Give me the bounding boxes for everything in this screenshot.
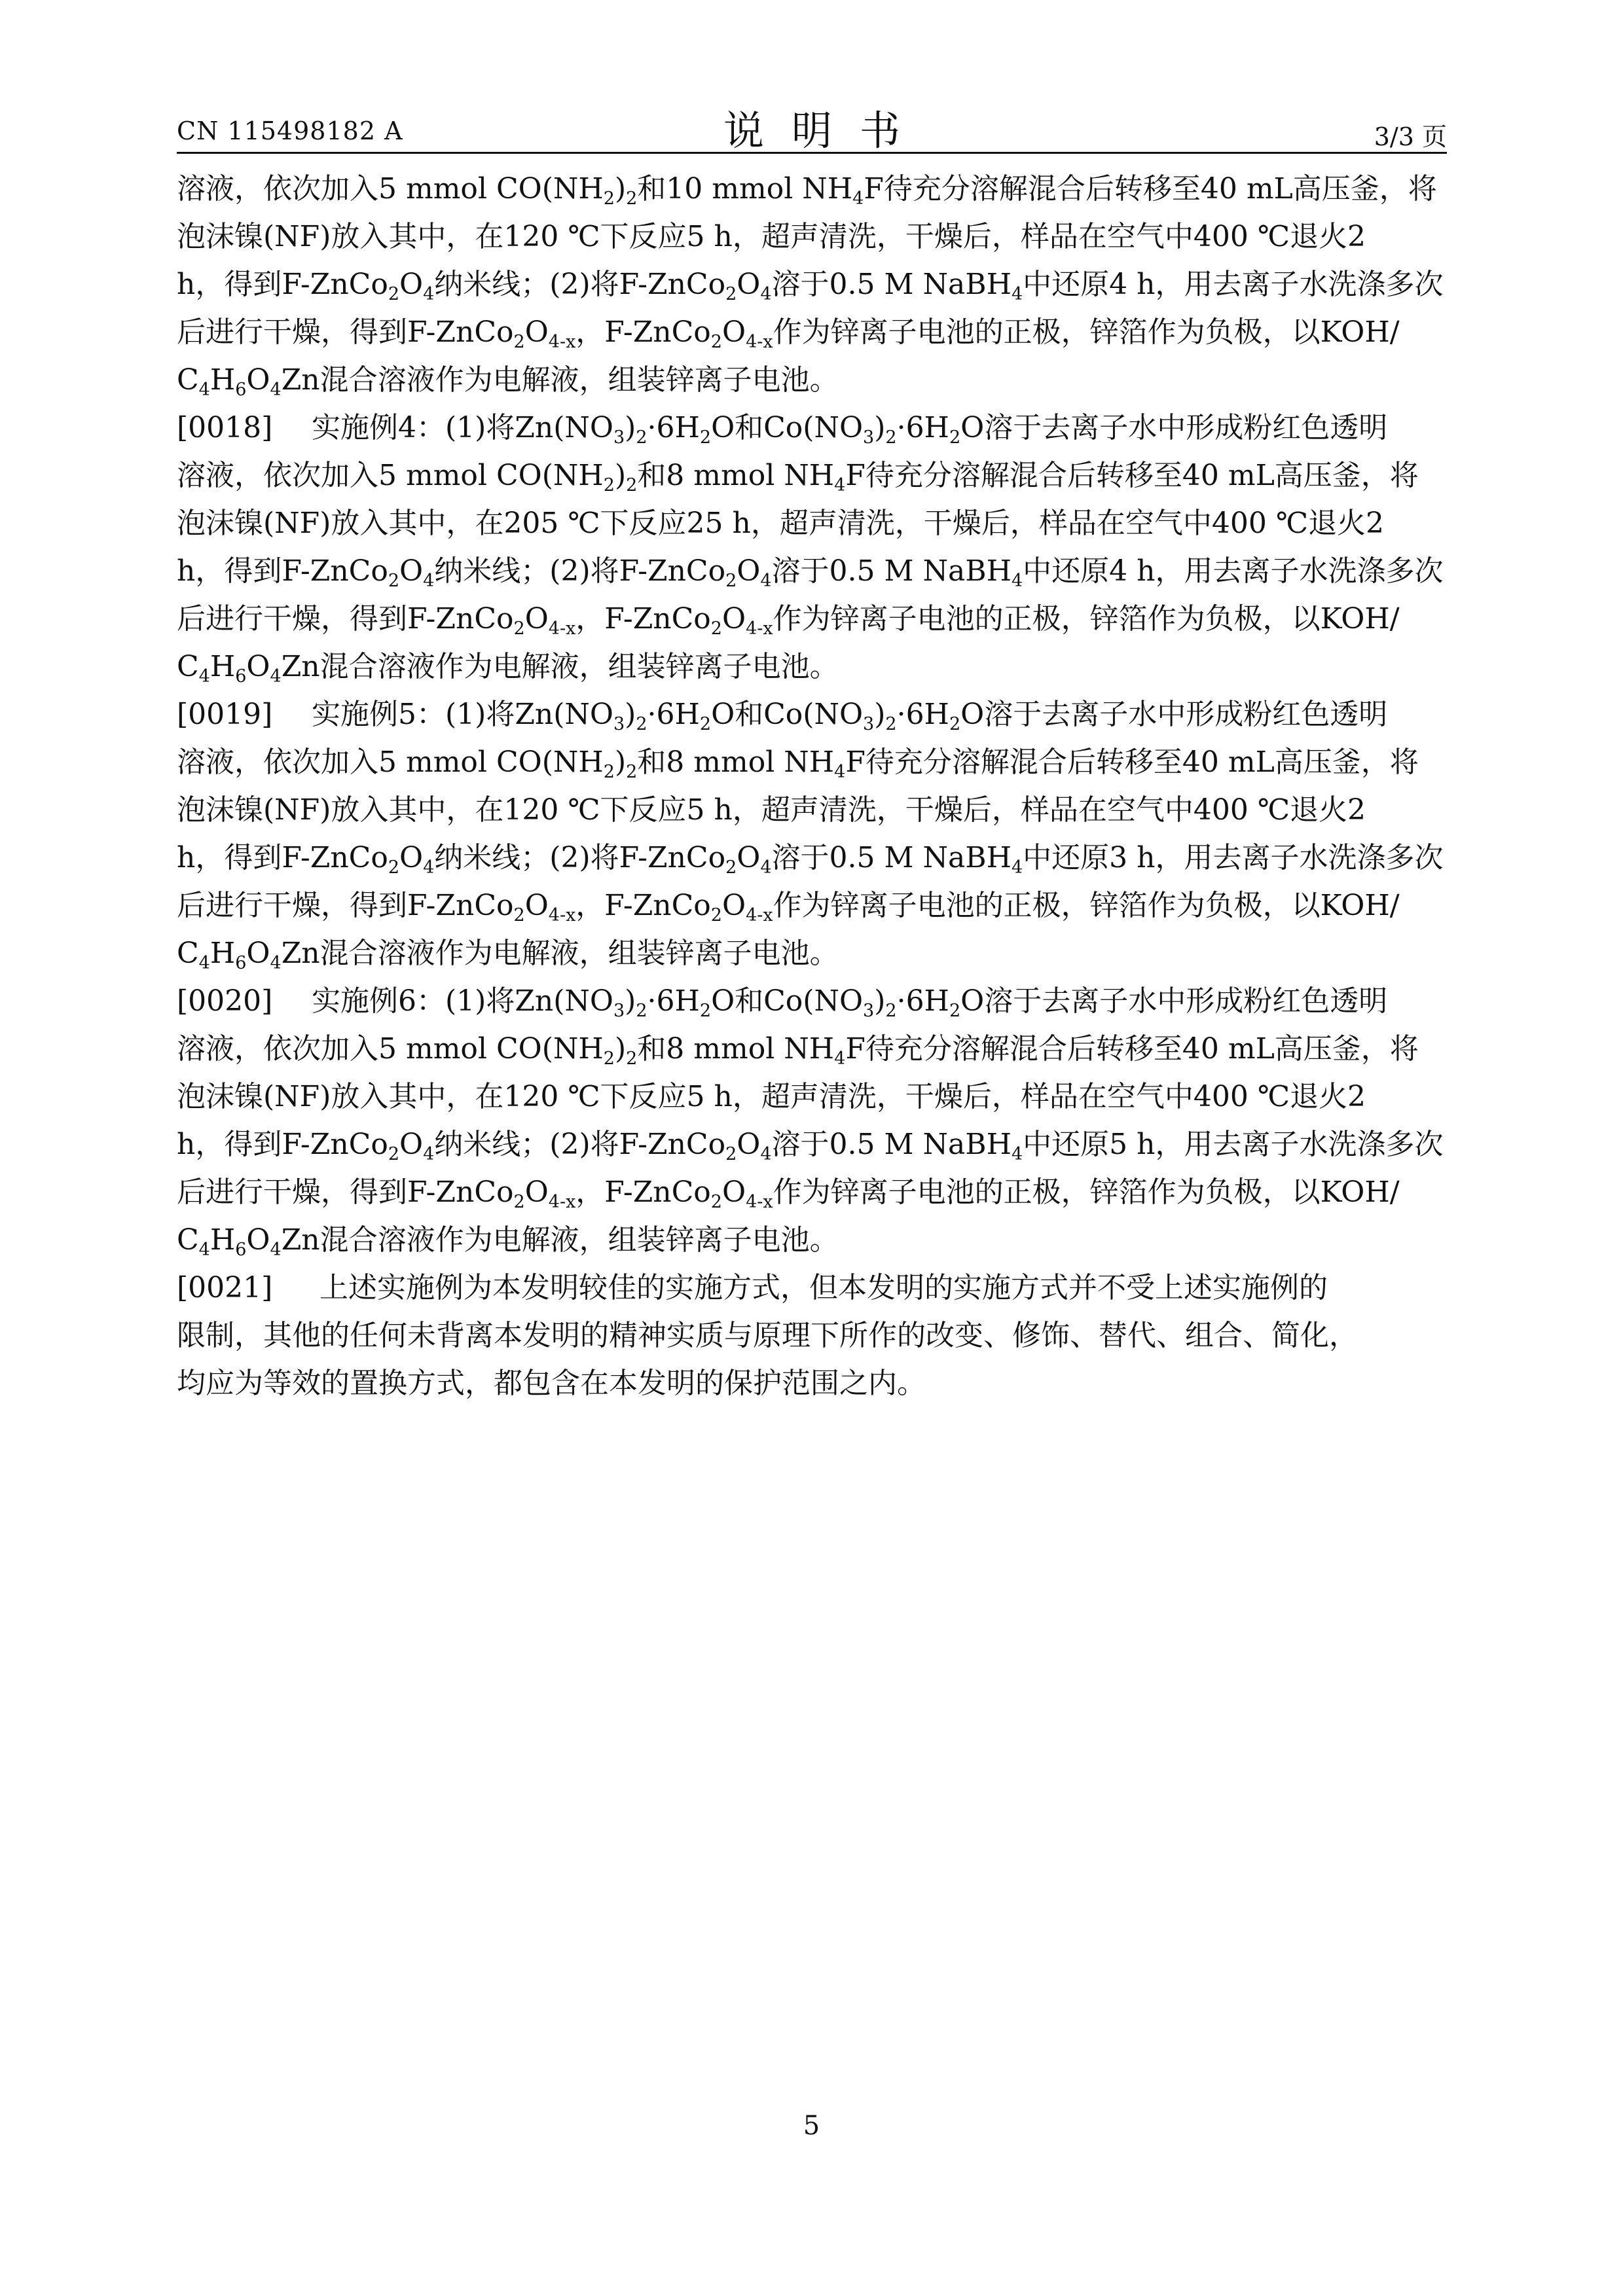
- text-line: 后进行干燥，得到$F-ZnCo_2O_{4-x}$，$F-ZnCo_2O_{4-x}$作为锌离子电池的正极，锌箔作为负极，以KOH/: [177, 602, 1400, 639]
- text-line: 溶液，依次加入5 mmol $CO(NH_2)_2$和8 mmol $NH_4F$待充分溶解混合后转移至40 mL高压釜，将: [177, 1032, 1419, 1069]
- text-line: 限制，其他的任何未背离本发明的精神实质与原理下所作的改变、修饰、替代、组合、简化，: [177, 1319, 1358, 1352]
- paragraph-number: [0019]: [177, 698, 273, 731]
- text-line: $C_4H_6O_4Zn$混合溶液作为电解液，组装锌离子电池。: [177, 1223, 839, 1260]
- header-rule: [177, 152, 1447, 154]
- document-title: 说明书: [723, 107, 928, 154]
- paragraph-0020: [0020] 实施例6：(1)将$Zn(NO_3)_2\cdot 6H_2O$和$Co(NO_3)_2\cdot 6H_2O$溶于去离子水中形成粉红色透明: [177, 977, 1453, 1025]
- page-header: [177, 98, 1447, 154]
- page-number: 5: [803, 2111, 820, 2141]
- text-line: 均应为等效的置换方式，都包含在本发明的保护范围之内。: [177, 1367, 926, 1400]
- text-line: h，得到$F-ZnCo_2O_4$纳米线；(2)将$F-ZnCo_2O_4$溶于0.5 M NaBH$_4$中还原5 h，用去离子水洗涤多次: [177, 1128, 1444, 1164]
- text-line: 泡沫镍(NF)放入其中，在120 ℃下反应5 h，超声清洗，干燥后，样品在空气中400 ℃退火2: [177, 1080, 1366, 1113]
- text-line: 溶液，依次加入5 mmol $CO(NH_2)_2$和8 mmol $NH_4F$待充分溶解混合后转移至40 mL高压釜，将: [177, 459, 1419, 495]
- paragraph-number: [0018]: [177, 411, 273, 444]
- page-info: 3/3 页: [1374, 122, 1447, 151]
- text-line: 溶液，依次加入5 mmol $CO(NH_2)_2$和10 mmol $NH_4F$待充分溶解混合后转移至40 mL高压釜，将: [177, 172, 1437, 209]
- text-line: 后进行干燥，得到$F-ZnCo_2O_{4-x}$，$F-ZnCo_2O_{4-x}$作为锌离子电池的正极，锌箔作为负极，以KOH/: [177, 889, 1400, 925]
- text-line: h，得到$F-ZnCo_2O_4$纳米线；(2)将$F-ZnCo_2O_4$溶于0.5 M NaBH$_4$中还原3 h，用去离子水洗涤多次: [177, 841, 1444, 878]
- paragraph-0019: [0019] 实施例5：(1)将$Zn(NO_3)_2\cdot 6H_2O$和$Co(NO_3)_2\cdot 6H_2O$溶于去离子水中形成粉红色透明: [177, 691, 1453, 738]
- publication-number: CN 115498182 A: [177, 117, 403, 145]
- paragraph-number: [0021]: [177, 1271, 273, 1304]
- body-text: [177, 165, 1453, 1407]
- text-line: $C_4H_6O_4Zn$混合溶液作为电解液，组装锌离子电池。: [177, 363, 839, 400]
- text-line: h，得到$F-ZnCo_2O_4$纳米线；(2)将$F-ZnCo_2O_4$溶于0.5 M NaBH$_4$中还原4 h，用去离子水洗涤多次: [177, 554, 1444, 591]
- text-line: h，得到$F-ZnCo_2O_4$纳米线；(2)将$F-ZnCo_2O_4$溶于0.5 M NaBH$_4$中还原4 h，用去离子水洗涤多次: [177, 268, 1444, 304]
- text-line: 泡沫镍(NF)放入其中，在205 ℃下反应25 h，超声清洗，干燥后，样品在空气中400 ℃退火2: [177, 507, 1385, 540]
- text-line: 泡沫镍(NF)放入其中，在120 ℃下反应5 h，超声清洗，干燥后，样品在空气中400 ℃退火2: [177, 793, 1366, 827]
- text-line: 后进行干燥，得到$F-ZnCo_2O_{4-x}$，$F-ZnCo_2O_{4-x}$作为锌离子电池的正极，锌箔作为负极，以KOH/: [177, 1175, 1400, 1212]
- text-line: 溶液，依次加入5 mmol $CO(NH_2)_2$和8 mmol $NH_4F$待充分溶解混合后转移至40 mL高压釜，将: [177, 745, 1419, 782]
- text-line: 泡沫镍(NF)放入其中，在120 ℃下反应5 h，超声清洗，干燥后，样品在空气中400 ℃退火2: [177, 220, 1366, 253]
- text-line: 后进行干燥，得到$F-ZnCo_2O_{4-x}$，$F-ZnCo_2O_{4-x}$作为锌离子电池的正极，锌箔作为负极，以KOH/: [177, 315, 1400, 352]
- paragraph-number: [0020]: [177, 984, 273, 1018]
- text-line: $C_4H_6O_4Zn$混合溶液作为电解液，组装锌离子电池。: [177, 650, 839, 687]
- text-line: $C_4H_6O_4Zn$混合溶液作为电解液，组装锌离子电池。: [177, 937, 839, 973]
- paragraph-0018: [0018] 实施例4：(1)将$Zn(NO_3)_2\cdot 6H_2O$和$Co(NO_3)_2\cdot 6H_2O$溶于去离子水中形成粉红色透明: [177, 404, 1453, 452]
- paragraph-0021: [0021] 上述实施例为本发明较佳的实施方式，但本发明的实施方式并不受上述实施例的: [177, 1264, 1453, 1312]
